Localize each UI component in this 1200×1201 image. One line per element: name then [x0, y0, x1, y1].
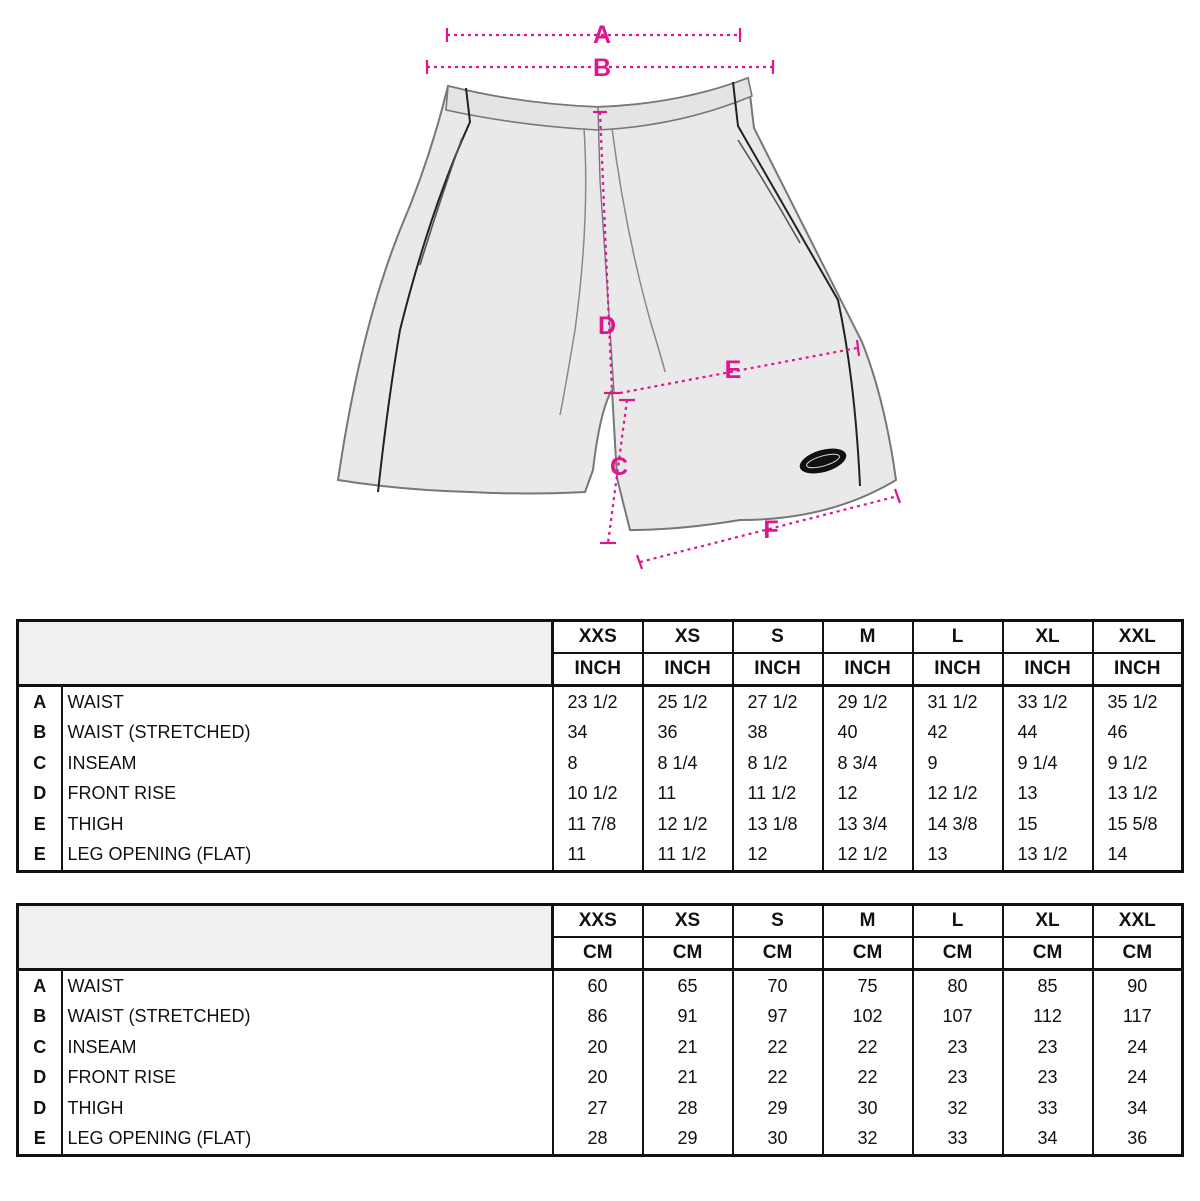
table-row	[18, 970, 1183, 1002]
measurement-value: 28	[643, 1093, 733, 1124]
measure-label-e: E	[724, 356, 742, 384]
measurement-value: 9	[913, 748, 1003, 779]
measurement-value: 33 1/2	[1003, 686, 1093, 718]
measurement-name: LEG OPENING (FLAT)	[62, 1124, 553, 1156]
measurement-value: 44	[1003, 718, 1093, 749]
measurement-value: 12 1/2	[823, 840, 913, 872]
unit-header: INCH	[1003, 653, 1093, 686]
measurement-value: 22	[733, 1063, 823, 1094]
measurement-value: 12	[823, 779, 913, 810]
measure-label-b: B	[592, 54, 612, 82]
measurement-value: 20	[553, 1032, 643, 1063]
measurement-value: 32	[823, 1124, 913, 1156]
measurement-code: A	[18, 970, 62, 1002]
measurement-value: 85	[1003, 970, 1093, 1002]
unit-header: INCH	[1093, 653, 1183, 686]
measurement-value: 35 1/2	[1093, 686, 1183, 718]
measurement-value: 23	[1003, 1032, 1093, 1063]
size-header: S	[733, 905, 823, 938]
measurement-code: D	[18, 1063, 62, 1094]
measurement-value: 30	[733, 1124, 823, 1156]
measurement-value: 13 3/4	[823, 809, 913, 840]
measurement-value: 36	[643, 718, 733, 749]
size-header: XS	[643, 621, 733, 654]
measurement-value: 13 1/2	[1003, 840, 1093, 872]
measurement-value: 112	[1003, 1002, 1093, 1033]
measurement-value: 24	[1093, 1063, 1183, 1094]
size-header: S	[733, 621, 823, 654]
measurement-value: 8 1/4	[643, 748, 733, 779]
measurement-value: 36	[1093, 1124, 1183, 1156]
table-row	[18, 1063, 1183, 1094]
measurement-value: 9 1/2	[1093, 748, 1183, 779]
measurement-value: 27	[553, 1093, 643, 1124]
measurement-name: WAIST (STRETCHED)	[62, 718, 553, 749]
size-header: L	[913, 905, 1003, 938]
table-row	[18, 686, 1183, 718]
measurement-name: FRONT RISE	[62, 1063, 553, 1094]
measurement-value: 14	[1093, 840, 1183, 872]
measurement-value: 12 1/2	[913, 779, 1003, 810]
measure-label-f: F	[763, 516, 779, 544]
measurement-value: 14 3/8	[913, 809, 1003, 840]
measurement-value: 8 3/4	[823, 748, 913, 779]
measurement-value: 11	[553, 840, 643, 872]
measurement-value: 11 1/2	[643, 840, 733, 872]
measurement-value: 34	[553, 718, 643, 749]
measurement-value: 29	[643, 1124, 733, 1156]
size-table-cm	[16, 903, 1184, 1157]
measurement-value: 25 1/2	[643, 686, 733, 718]
measurement-value: 23	[1003, 1063, 1093, 1094]
unit-header: CM	[913, 937, 1003, 970]
table-row	[18, 1032, 1183, 1063]
measurement-code: C	[18, 1032, 62, 1063]
size-header: XXS	[553, 621, 643, 654]
measurement-value: 8 1/2	[733, 748, 823, 779]
measurement-code: B	[18, 1002, 62, 1033]
measurement-code: D	[18, 1093, 62, 1124]
table-row	[18, 1002, 1183, 1033]
unit-header: CM	[553, 937, 643, 970]
measurement-code: E	[18, 840, 62, 872]
size-header: XXS	[553, 905, 643, 938]
measurement-value: 90	[1093, 970, 1183, 1002]
measurement-name: WAIST	[62, 686, 553, 718]
measurement-value: 70	[733, 970, 823, 1002]
measurement-name: THIGH	[62, 809, 553, 840]
measurement-value: 46	[1093, 718, 1183, 749]
measurement-value: 29	[733, 1093, 823, 1124]
shorts-measurement-diagram	[0, 0, 1200, 600]
measurement-value: 33	[913, 1124, 1003, 1156]
measurement-value: 13	[1003, 779, 1093, 810]
measurement-name: THIGH	[62, 1093, 553, 1124]
measurement-value: 117	[1093, 1002, 1183, 1033]
measurement-value: 34	[1093, 1093, 1183, 1124]
measurement-value: 8	[553, 748, 643, 779]
measurement-code: D	[18, 779, 62, 810]
measurement-value: 23	[913, 1063, 1003, 1094]
measurement-value: 40	[823, 718, 913, 749]
measurement-code: A	[18, 686, 62, 718]
measurement-value: 22	[823, 1032, 913, 1063]
measurement-value: 20	[553, 1063, 643, 1094]
measurement-value: 9 1/4	[1003, 748, 1093, 779]
inch-table-body	[18, 686, 1183, 872]
table-row	[18, 748, 1183, 779]
size-header: M	[823, 905, 913, 938]
unit-header: CM	[733, 937, 823, 970]
measure-label-c: C	[609, 453, 629, 481]
table-row	[18, 779, 1183, 810]
measurement-code: E	[18, 1124, 62, 1156]
measurement-value: 107	[913, 1002, 1003, 1033]
table-header-blank	[18, 621, 553, 686]
size-header: XL	[1003, 621, 1093, 654]
measurement-value: 12	[733, 840, 823, 872]
measurement-name: LEG OPENING (FLAT)	[62, 840, 553, 872]
size-header: XS	[643, 905, 733, 938]
measurement-value: 86	[553, 1002, 643, 1033]
measurement-value: 38	[733, 718, 823, 749]
measurement-value: 11	[643, 779, 733, 810]
unit-header: INCH	[643, 653, 733, 686]
unit-header: INCH	[553, 653, 643, 686]
measurement-value: 80	[913, 970, 1003, 1002]
measurement-value: 91	[643, 1002, 733, 1033]
size-header: XXL	[1093, 621, 1183, 654]
size-header: XXL	[1093, 905, 1183, 938]
unit-header: INCH	[733, 653, 823, 686]
measurement-value: 21	[643, 1032, 733, 1063]
measurement-value: 34	[1003, 1124, 1093, 1156]
measurement-name: INSEAM	[62, 748, 553, 779]
measurement-value: 29 1/2	[823, 686, 913, 718]
size-table-inch	[16, 619, 1184, 873]
measurement-value: 13 1/2	[1093, 779, 1183, 810]
measurement-name: WAIST (STRETCHED)	[62, 1002, 553, 1033]
measurement-value: 102	[823, 1002, 913, 1033]
table-row	[18, 1124, 1183, 1156]
measurement-code: C	[18, 748, 62, 779]
measurement-value: 24	[1093, 1032, 1183, 1063]
table-row	[18, 840, 1183, 872]
measurement-value: 97	[733, 1002, 823, 1033]
measurement-value: 15 5/8	[1093, 809, 1183, 840]
measurement-value: 13	[913, 840, 1003, 872]
measurement-value: 32	[913, 1093, 1003, 1124]
measurement-value: 60	[553, 970, 643, 1002]
measurement-value: 31 1/2	[913, 686, 1003, 718]
measurement-value: 15	[1003, 809, 1093, 840]
unit-header: CM	[823, 937, 913, 970]
measure-label-d: D	[597, 312, 617, 340]
measurement-value: 23 1/2	[553, 686, 643, 718]
measurement-code: E	[18, 809, 62, 840]
unit-header: INCH	[913, 653, 1003, 686]
size-header: XL	[1003, 905, 1093, 938]
cm-table-body	[18, 970, 1183, 1156]
table-header-blank	[18, 905, 553, 970]
measurement-value: 22	[733, 1032, 823, 1063]
measurement-value: 33	[1003, 1093, 1093, 1124]
unit-header: INCH	[823, 653, 913, 686]
measurement-code: B	[18, 718, 62, 749]
measurement-value: 22	[823, 1063, 913, 1094]
measurement-name: INSEAM	[62, 1032, 553, 1063]
unit-header: CM	[643, 937, 733, 970]
measurement-value: 13 1/8	[733, 809, 823, 840]
measurement-value: 65	[643, 970, 733, 1002]
measurement-value: 23	[913, 1032, 1003, 1063]
measurement-value: 42	[913, 718, 1003, 749]
measurement-value: 27 1/2	[733, 686, 823, 718]
measure-label-a: A	[592, 21, 612, 49]
size-header: L	[913, 621, 1003, 654]
table-row	[18, 718, 1183, 749]
measurement-name: FRONT RISE	[62, 779, 553, 810]
measurement-value: 11 1/2	[733, 779, 823, 810]
measurement-value: 12 1/2	[643, 809, 733, 840]
size-header: M	[823, 621, 913, 654]
table-row	[18, 809, 1183, 840]
measurement-value: 11 7/8	[553, 809, 643, 840]
measurement-name: WAIST	[62, 970, 553, 1002]
unit-header: CM	[1093, 937, 1183, 970]
measurement-value: 28	[553, 1124, 643, 1156]
measurement-value: 30	[823, 1093, 913, 1124]
measurement-value: 75	[823, 970, 913, 1002]
measurement-value: 10 1/2	[553, 779, 643, 810]
unit-header: CM	[1003, 937, 1093, 970]
table-row	[18, 1093, 1183, 1124]
measurement-value: 21	[643, 1063, 733, 1094]
